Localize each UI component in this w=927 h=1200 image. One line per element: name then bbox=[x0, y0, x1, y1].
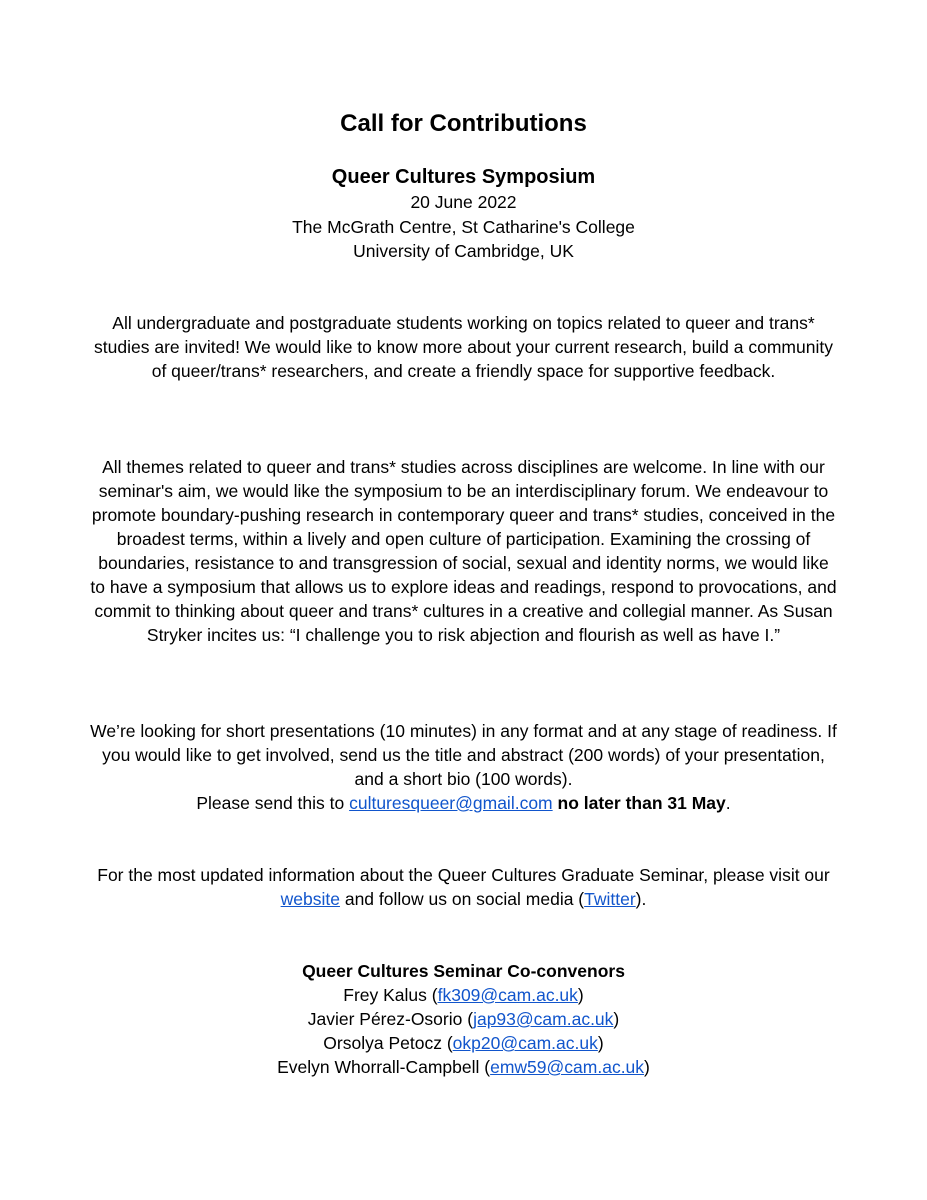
convenor-entry: Evelyn Whorrall-Campbell (emw59@cam.ac.uk) bbox=[277, 1057, 650, 1077]
themes-paragraph: All themes related to queer and trans* studies across disciplines are welcome. In line with our seminar's aim, we would like the symposium to be an interdisciplinary forum. We endeavour to promote boundary-pushing research in contemporary queer and trans* studies, conceived in the broadest terms, within a lively and open culture of participation. Examining the crossing of boundaries, resistance to and transgression of social, sexual and identity norms, we would like to have a symposium that allows us to explore ideas and readings, respond to provocations, and commit to thinking about queer and trans* cultures in a creative and collegial manner. As Susan Stryker incites us: “I challenge you to risk abjection and flourish as well as have I.” bbox=[90, 457, 837, 645]
updates-text-middle: and follow us on social media ( bbox=[339, 889, 585, 909]
submission-end: . bbox=[725, 793, 731, 813]
page-title: Call for Contributions bbox=[340, 110, 587, 137]
convenor-email-link[interactable]: fk309@cam.ac.uk bbox=[437, 985, 578, 1005]
symposium-venue: The McGrath Centre, St Catharine's College bbox=[292, 216, 635, 237]
symposium-date: 20 June 2022 bbox=[410, 192, 517, 212]
convenors-heading: Queer Cultures Seminar Co-convenors bbox=[302, 961, 625, 981]
convenor-name: Evelyn Whorrall-Campbell bbox=[277, 1057, 480, 1077]
symposium-info bbox=[0, 164, 927, 264]
convenor-entry: Javier Pérez-Osorio (jap93@cam.ac.uk) bbox=[307, 1009, 620, 1029]
updates-paragraph bbox=[90, 863, 837, 911]
symposium-institution: University of Cambridge, UK bbox=[353, 241, 574, 261]
convenor-email-link[interactable]: emw59@cam.ac.uk bbox=[490, 1057, 645, 1077]
intro-paragraph: All undergraduate and postgraduate students working on topics related to queer and trans* studies are invited! We would like to know more about your current research, build a community of queer/trans* researchers, and create a friendly space for supportive feedback. bbox=[94, 313, 833, 381]
convenor-email-link[interactable]: jap93@cam.ac.uk bbox=[473, 1009, 614, 1029]
submission-paragraph bbox=[90, 719, 837, 815]
updates-text-after: ). bbox=[635, 889, 647, 909]
convenor-entry: Orsolya Petocz (okp20@cam.ac.uk) bbox=[323, 1033, 604, 1053]
deadline-text: no later than 31 May bbox=[557, 793, 726, 813]
convenor-name: Orsolya Petocz bbox=[323, 1033, 442, 1053]
website-link[interactable]: website bbox=[280, 889, 340, 909]
submission-text: We’re looking for short presentations (10 minutes) in any format and at any stage of readiness. If you would like to get involved, send us the title and abstract (200 words) of your presentation, and a short bio (100 words). bbox=[90, 721, 837, 789]
convenor-name: Frey Kalus bbox=[343, 985, 427, 1005]
updates-text-before: For the most updated information about the Queer Cultures Graduate Seminar, please visit our bbox=[97, 865, 830, 885]
convenor-name: Javier Pérez-Osorio bbox=[307, 1009, 463, 1029]
convenors-block bbox=[0, 959, 927, 1079]
submission-email-link[interactable]: culturesqueer@gmail.com bbox=[349, 793, 553, 813]
send-prefix: Please send this to bbox=[196, 793, 350, 813]
twitter-link[interactable]: Twitter bbox=[584, 889, 636, 909]
symposium-name: Queer Cultures Symposium bbox=[331, 166, 596, 188]
convenor-email-link[interactable]: okp20@cam.ac.uk bbox=[452, 1033, 598, 1053]
convenor-entry: Frey Kalus (fk309@cam.ac.uk) bbox=[343, 985, 584, 1005]
